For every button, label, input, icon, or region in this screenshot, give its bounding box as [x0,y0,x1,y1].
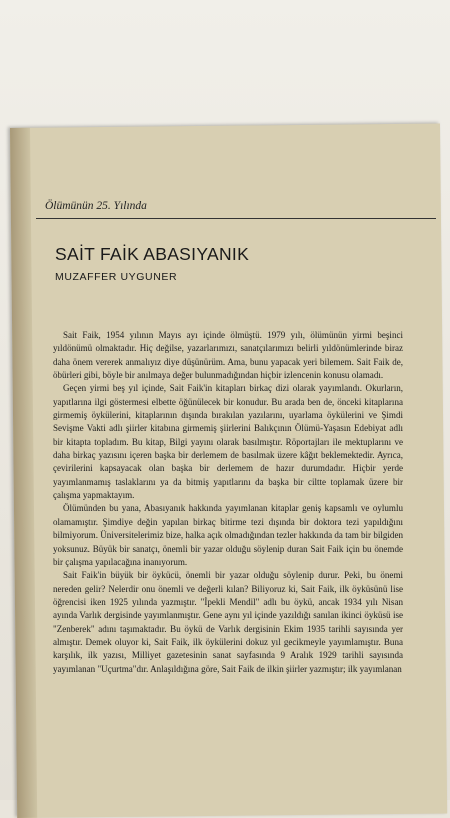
article-author: MUZAFFER UYGUNER [55,271,178,283]
article-title: SAİT FAİK ABASIYANIK [55,244,250,264]
section-label: Ölümünün 25. Yılında [45,200,147,212]
paragraph: Sait Faik, 1954 yılının Mayıs ayı içinde ölmüştü. 1979 yılı, ölümünün yirmi beşinci yıldönümü olmaktadır. Hiç değilse, yazarlarımızı, sanatçılarımızı belirli yıldönümlerinde biraz daha önem vererek anmalıyız diye düşünürüm. Ama, bunu yapacak yeri bilemem. Sait Faik de, öbürleri gibi, böyle bir anılmaya değer bulunmadığından hiçbir izlencenin konusu olamadı. [53,330,403,381]
header-rule [36,218,436,219]
paragraph: Geçen yirmi beş yıl içinde, Sait Faik'in kitapları birkaç dizi olarak yayımlandı. Okurların, yapıtlarına ilgi göstermesi elbette öğünülecek bir konudur. Bu arada ben de, önceki kitaplarına girmemiş öykülerini, kitaplarının dışında bırakılan yazılarını, uyarlama öykülerini ve Şimdi Sevişme Vakti adlı şiirler kitabına girmemiş şiirlerini Balıkçının Ölümü-Yaşasın Edebiyat adlı bir kitapta topladım. Bu kitap, Bilgi yayını olarak basılmıştır. Röportajları ile mektuplarını ve daha birkaç yazısını içeren başka bir derlemem de basılmak üzere kâğıt beklemektedir. Ayrıca, çevirilerini kapsayacak olan başka bir derlemem de hazır durumdadır. Hiçbir yerde yayımlanmamış taslaklarını ya da bitmiş yapıtlarını da başka bir ciltte toplamak üzere bir çalışma yapmaktayım. [53,383,403,501]
paragraph: Ölümünden bu yana, Abasıyanık hakkında yayımlanan kitaplar geniş kapsamlı ve oylumlu olamamıştır. Şimdiye değin yapılan birkaç bitirme tezi dışında bir doktora tezi yapıldığını bilmiyorum. Üniversitelerimiz bize, halka açık olmadığından tezler hakkında da tam bir bilgiden yoksunuz. Büyük bir sanatçı, önemli bir yazar olduğu söylenip duran Sait Faik için bu önemde bir çalışma yapılacağına inanıyorum. [53,503,403,567]
article-body [53,329,403,676]
paragraph: Sait Faik'in büyük bir öykücü, önemli bir yazar olduğu söylenip durur. Peki, bu önemi nereden gelir? Nelerdir onu önemli ve değerli kılan? Biliyoruz ki, Sait Faik, ilk öyküsünü lise öğrencisi iken 1925 yılında yazmıştır. "İpekli Mendil" adlı bu öykü, ancak 1934 yılı Nisan ayında Varlık dergisinde yayımlanmıştır. Gene aynı yıl içinde yazıldığı sanılan ikinci öyküsü ise "Zenberek" adını taşımaktadır. Bu öykü de Varlık dergisinin Ekim 1935 tarihli sayısında yer almıştır. Demek oluyor ki, Sait Faik, ilk öykülerini dokuz yıl gecikmeyle yayımlamıştır. Buna karşılık, ilk yazısı, Milliyet gazetesinin sanat sayfasında 9 Aralık 1929 tarihli sayısında yayımlanan "Uçurtma"dır. Anlaşıldığına göre, Sait Faik de ilkin şiirler yazmıştır; ilk yayımlanan [53,570,403,674]
